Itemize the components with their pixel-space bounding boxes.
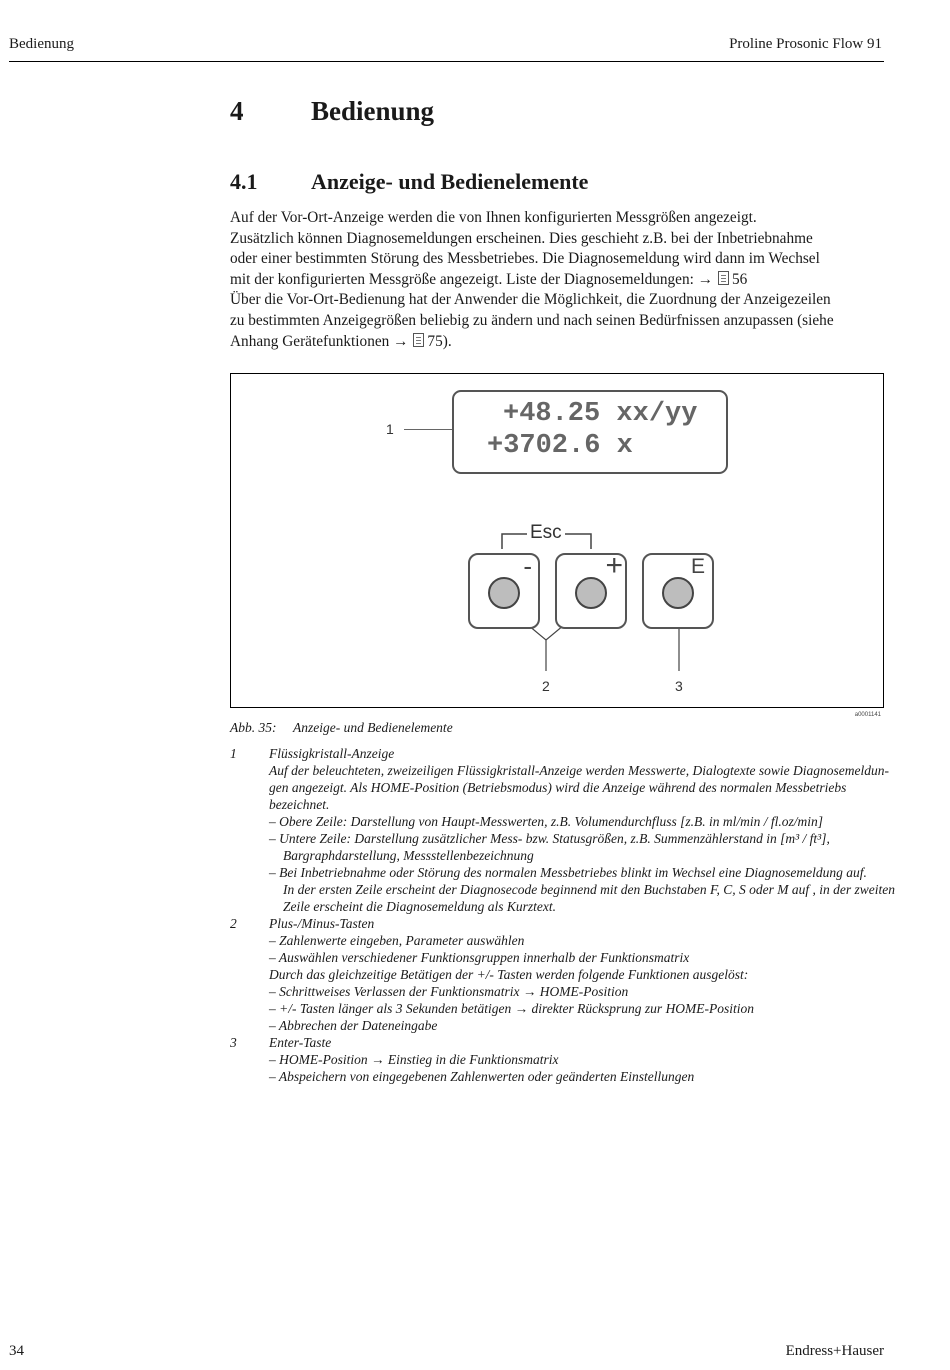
- section-number: 4.1: [230, 169, 258, 194]
- lcd-line-1: +48.25 xx/yy: [503, 399, 698, 429]
- legend-text: Auf der beleuchteten, zweizeiligen Flüssigkristall-Anzeige werden Messwerte, Dialogtexte sowie Diagnosemeldun-: [269, 763, 889, 778]
- minus-key[interactable]: [468, 553, 540, 629]
- plus-key[interactable]: [555, 549, 627, 629]
- lcd-line-2: +3702.6 x: [487, 431, 633, 461]
- legend-text: gen angezeigt. Als HOME-Position (Betriebsmodus) wird die Anzeige während des normalen Messbetriebs: [269, 780, 847, 795]
- legend-bullet-continuation: In der ersten Zeile erscheint der Diagnosecode beginnend mit den Buchstaben F, C, S oder M auf , in der zweiten: [283, 882, 896, 897]
- enter-symbol: E: [690, 555, 705, 578]
- minus-key-knob: [488, 577, 520, 609]
- figure-caption: [230, 720, 453, 736]
- running-header-left: Bedienung: [9, 36, 74, 52]
- intro-paragraph: [230, 208, 890, 352]
- page-reference-icon: [718, 271, 729, 285]
- caption-text: Anzeige- und Bedienelemente: [293, 720, 453, 735]
- legend-bullet: – Zahlenwerte eingeben, Parameter auswählen: [269, 933, 525, 948]
- page-reference-icon: [413, 333, 424, 347]
- running-header-right: Proline Prosonic Flow 91: [729, 36, 882, 52]
- section-title: Anzeige- und Bedienelemente: [311, 169, 589, 194]
- legend-text: bezeichnet.: [269, 797, 330, 812]
- esc-label: Esc: [530, 522, 562, 543]
- page-reference-link[interactable]: 75: [427, 332, 443, 350]
- chapter-title: Bedienung: [311, 96, 435, 126]
- legend-bullet: – Abbrechen der Dateneingabe: [269, 1018, 438, 1033]
- esc-bracket-and-leaders: [231, 374, 883, 707]
- legend-bullet: – +/- Tasten länger als 3 Sekunden betätigen → direkter Rücksprung zur HOME-Position: [269, 1001, 755, 1016]
- footer-brand: Endress+Hauser: [785, 1343, 884, 1359]
- page-number: 34: [9, 1343, 24, 1359]
- caption-label: Abb. 35:: [230, 720, 277, 735]
- legend-text: Durch das gleichzeitige Betätigen der +/- Tasten werden folgende Funktionen ausgelöst:: [269, 967, 749, 982]
- page-reference-link[interactable]: 56: [732, 270, 748, 288]
- chapter-heading: [230, 96, 434, 127]
- intro-line: Zusätzlich können Diagnosemeldungen erscheinen. Dies geschieht z.B. bei der Inbetriebnahme: [230, 229, 813, 247]
- plus-key-knob: [575, 577, 607, 609]
- header-rule: [9, 61, 884, 62]
- figure-display-and-keys: [230, 373, 884, 718]
- legend-bullet: – Obere Zeile: Darstellung von Haupt-Messwerten, z.B. Volumendurchfluss [z.B. in ml/min / fl.oz/min]: [269, 814, 823, 829]
- callout-2: 2: [542, 678, 550, 694]
- legend-bullet-continuation: Zeile erscheint die Diagnosemeldung als Kurztext.: [283, 899, 556, 914]
- legend-bullet: – Schrittweises Verlassen der Funktionsmatrix → HOME-Position: [269, 984, 629, 999]
- figure-code: a0001141: [854, 712, 881, 718]
- legend-bullet: – HOME-Position → Einstieg in die Funktionsmatrix: [269, 1052, 559, 1067]
- legend-bullet: – Bei Inbetriebnahme oder Störung des normalen Messbetriebes blinkt im Wechsel eine Diagnosemeldung auf.: [269, 865, 867, 880]
- intro-line: zu bestimmten Anzeigegrößen beliebig zu ändern und nach seinen Bedürfnissen anzupassen (siehe: [230, 311, 834, 329]
- callout-3: 3: [675, 678, 683, 694]
- section-heading: [230, 169, 588, 195]
- enter-key[interactable]: [642, 553, 714, 629]
- callout-1: 1: [386, 421, 394, 437]
- legend-item-3-title: 3 Enter-Taste: [230, 1035, 332, 1050]
- intro-line: Auf der Vor-Ort-Anzeige werden die von Ihnen konfigurierten Messgrößen angezeigt.: [230, 209, 757, 226]
- minus-symbol: -: [523, 551, 532, 581]
- chapter-number: 4: [230, 96, 244, 126]
- arrow-glyph: →: [697, 270, 713, 288]
- intro-line: mit der konfigurierten Messgröße angezeigt. Liste der Diagnosemeldungen: → 56: [230, 270, 748, 288]
- legend-bullet-continuation: Bargraphdarstellung, Messstellenbezeichnung: [283, 848, 534, 863]
- legend-item-1-title: 1 Flüssigkristall-Anzeige: [230, 746, 395, 761]
- enter-key-knob: [662, 577, 694, 609]
- intro-line: Anhang Gerätefunktionen → 75).: [230, 332, 452, 350]
- plus-symbol: +: [605, 549, 623, 582]
- legend-bullet: – Abspeichern von eingegebenen Zahlenwerten oder geänderten Einstellungen: [269, 1069, 695, 1084]
- legend-bullet: – Untere Zeile: Darstellung zusätzlicher Mess- bzw. Statusgrößen, z.B. Summenzählerstand in [m³ / ft³],: [269, 831, 830, 846]
- figure-legend: [230, 745, 896, 1085]
- intro-line: Über die Vor-Ort-Bedienung hat der Anwender die Möglichkeit, die Zuordnung der Anzeigezeilen: [230, 291, 831, 309]
- arrow-glyph: →: [393, 332, 409, 350]
- intro-line: oder einer bestimmten Störung des Messbetriebes. Die Diagnosemeldung wird dann im Wechsel: [230, 250, 820, 268]
- legend-item-2-title: 2 Plus-/Minus-Tasten: [230, 916, 375, 931]
- legend-bullet: – Auswählen verschiedener Funktionsgruppen innerhalb der Funktionsmatrix: [269, 950, 690, 965]
